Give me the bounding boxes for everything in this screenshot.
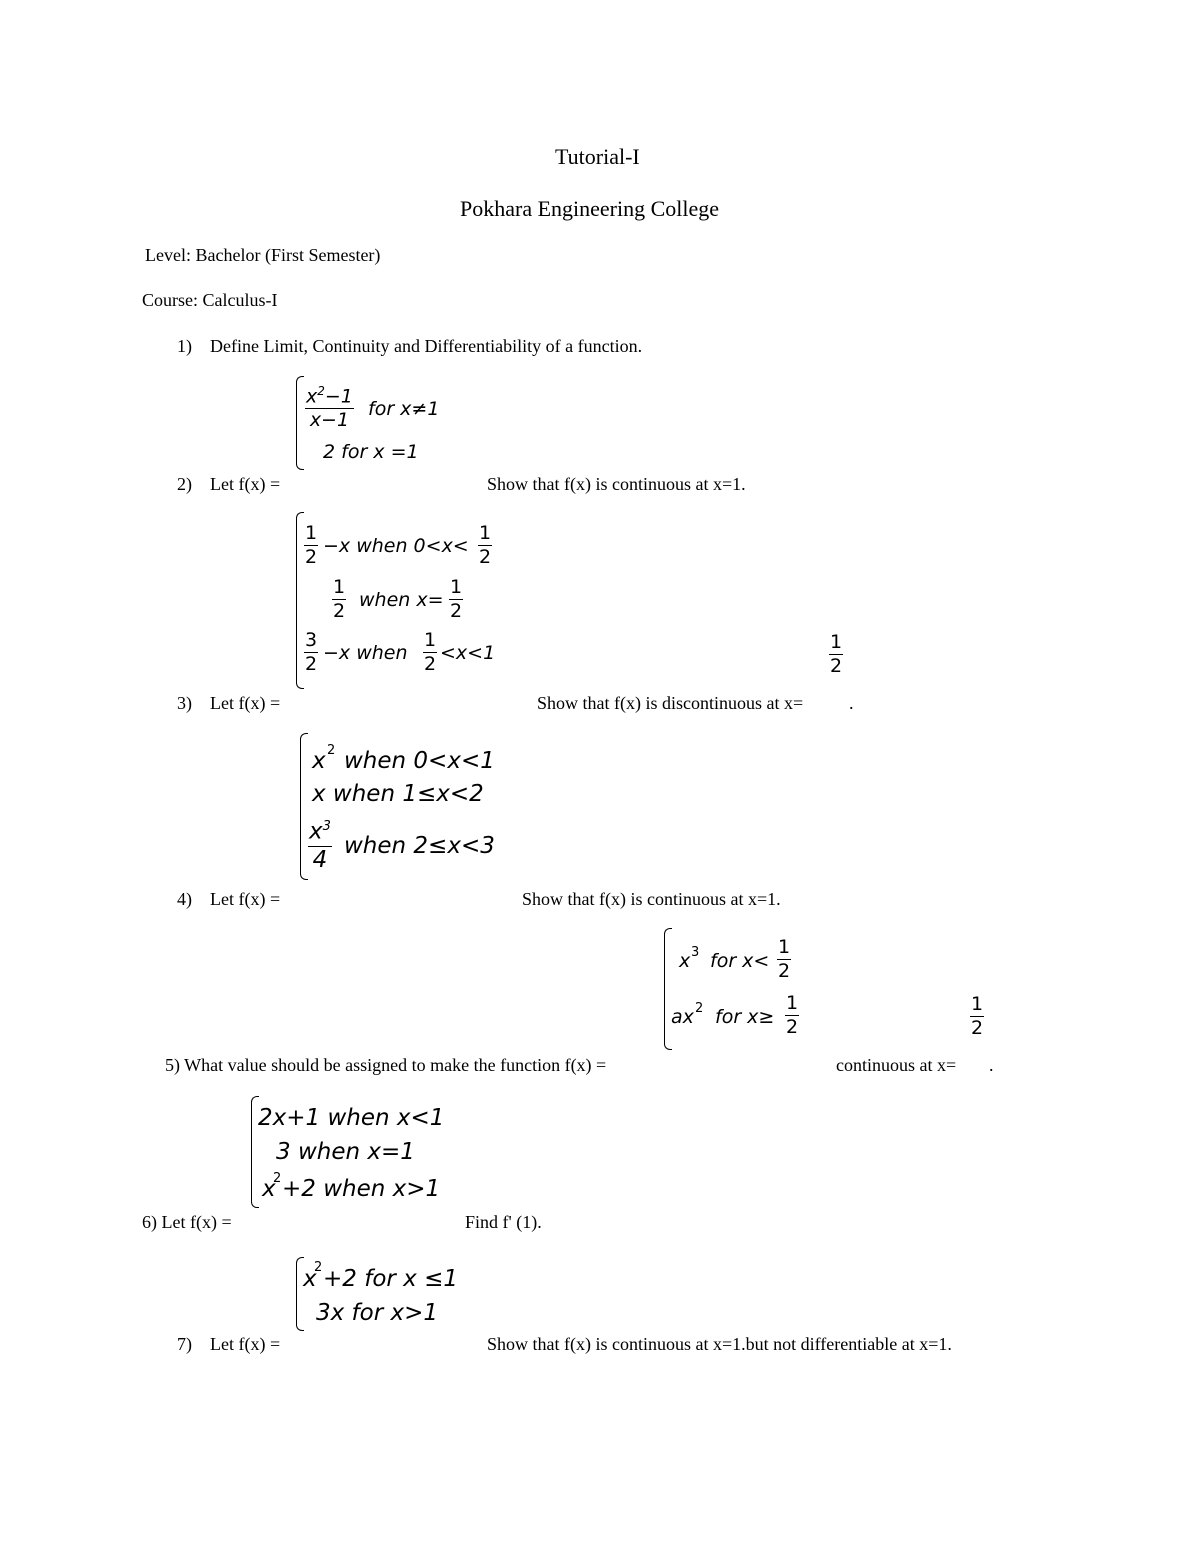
course-line: Course: Calculus-I (142, 290, 278, 310)
q7-c1-exp: 2 (314, 1260, 323, 1275)
q4-c3-frac: $x^3$ 4 (309, 818, 331, 873)
q3-end: . (849, 693, 854, 713)
q5-c1-rfrac: 1 2 (778, 936, 791, 982)
q3-c2-rfrac: 1 2 (450, 576, 463, 622)
q3-lead: Let f(x) = (210, 693, 281, 713)
q5-lead: 5) What value should be assigned to make the function f(x) = (165, 1055, 607, 1075)
q3-point-fraction: 1 2 (830, 631, 843, 677)
q5-c2-rfrac: 1 2 (786, 992, 799, 1038)
q6-c3-exp: 2 (273, 1171, 282, 1186)
q7-c2: 3x for x>1 (316, 1300, 439, 1326)
q6-c2: 3 when x=1 (276, 1139, 415, 1165)
q1-number: 1) (177, 336, 192, 356)
q5-c2-mid: for x≥ (715, 1006, 775, 1028)
q2-case2: 2 for x =1 (323, 441, 419, 463)
q7-lead: Let f(x) = (210, 1334, 281, 1354)
q2-task: Show that f(x) is continuous at x=1. (487, 474, 746, 494)
q4-c1-exp: 2 (327, 743, 336, 758)
q6-task: Find f' (1). (465, 1212, 542, 1232)
q5-task: continuous at x= (836, 1055, 957, 1075)
q4-brace (300, 733, 308, 880)
q3-task: Show that f(x) is discontinuous at x= (537, 693, 804, 713)
q7-task: Show that f(x) is continuous at x=1.but not differentiable at x=1. (487, 1334, 952, 1354)
page-title: Tutorial-I (555, 144, 640, 169)
q3-c1-frac: 1 2 (305, 522, 318, 568)
q3-c3-rfrac: 1 2 (424, 629, 437, 675)
q3-c1-rfrac: 1 2 (479, 522, 492, 568)
q5-end: . (989, 1055, 994, 1075)
q4-c2: x when 1≤x<2 (312, 781, 484, 807)
q5-c1-base: x (679, 950, 691, 972)
college-name: Pokhara Engineering College (460, 196, 720, 221)
q6-lead: 6) Let f(x) = (142, 1212, 232, 1232)
q4-c1-rest: when 0<x<1 (344, 748, 495, 774)
q5-brace (664, 928, 672, 1050)
q2-lead: Let f(x) = (210, 474, 281, 494)
q3-c3-text: −x when (323, 642, 408, 664)
q5-point-fraction: 1 2 (971, 993, 984, 1039)
q3-c3-frac: 3 2 (305, 629, 318, 675)
q5-c1-exp: 3 (691, 945, 700, 960)
q3-c2-text: when x= (359, 589, 444, 611)
q5-c1-mid: for x< (710, 950, 770, 972)
q4-number: 4) (177, 889, 192, 909)
level-line: Level: Bachelor (First Semester) (145, 245, 381, 265)
q1-text: Define Limit, Continuity and Differentiability of a function. (210, 336, 643, 356)
q2-case1-condition: for x≠1 (368, 398, 440, 420)
q4-lead: Let f(x) = (210, 889, 281, 909)
q5-c2-base: ax (671, 1006, 694, 1028)
q4-c1-base: x (312, 748, 326, 774)
q3-c3-tail: <x<1 (440, 642, 496, 664)
q6-c3-rest: +2 when x>1 (282, 1176, 441, 1202)
q7-c1-base: x (303, 1266, 317, 1292)
q3-c1-text: −x when 0<x< (323, 535, 469, 557)
q4-task: Show that f(x) is continuous at x=1. (522, 889, 781, 909)
q6-c1: 2x+1 when x<1 (258, 1105, 445, 1131)
q6-c3-base: x (262, 1176, 276, 1202)
q2-fraction: $x^2-1$ x−1 (306, 384, 353, 432)
q2-brace (296, 376, 304, 470)
q3-c2-frac: 1 2 (333, 576, 346, 622)
q4-c3-rest: when 2≤x<3 (344, 833, 495, 859)
q7-number: 7) (177, 1334, 192, 1354)
q7-c1-rest: +2 for x ≤1 (323, 1266, 458, 1292)
q5-c2-exp: 2 (695, 1001, 704, 1016)
q2-number: 2) (177, 474, 192, 494)
q3-number: 3) (177, 693, 192, 713)
q3-brace (296, 512, 304, 689)
